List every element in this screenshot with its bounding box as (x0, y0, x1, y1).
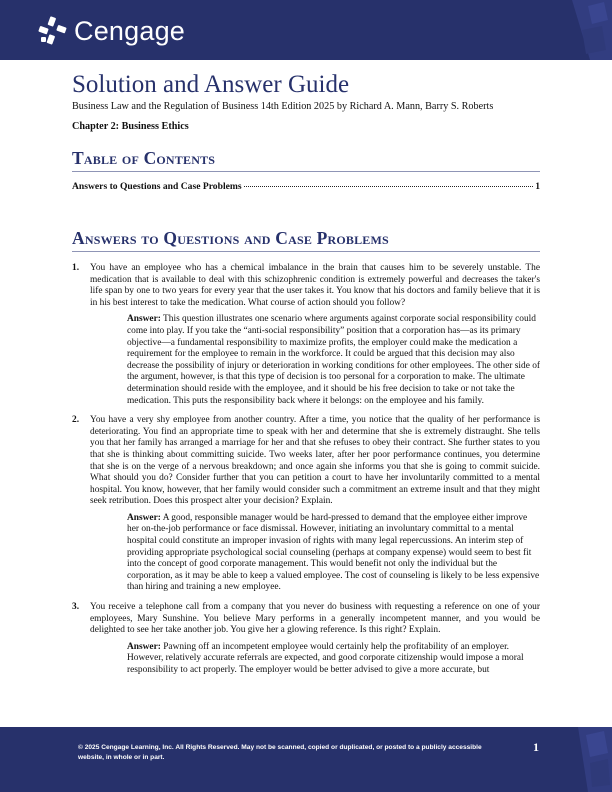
toc-leader-dots (244, 186, 534, 187)
toc-divider (72, 171, 540, 172)
toc-heading: Table of Contents (72, 148, 216, 168)
page-footer (0, 727, 612, 792)
question-number: 2. (72, 415, 80, 426)
answer-label: Answer: (127, 314, 161, 325)
page-content (72, 70, 540, 677)
page-number: 1 (533, 740, 539, 754)
toc-entry[interactable] (72, 181, 540, 192)
copyright-notice: © 2025 Cengage Learning, Inc. All Rights Reserved. May not be scanned, copied or duplicated, or posted to a publicly accessible website, in whole or in part. (78, 744, 482, 761)
cengage-logo-mark-icon (36, 15, 68, 47)
answer-text: Pawning off an incompetent employee would certainly help the profitability of an employer. However, relatively accurate referrals are expected, and good corporate citizenship would impose a moral responsibility to act properly. The employer would be better advised to give a more accurate, but (127, 641, 524, 675)
answer-text: This question illustrates one scenario where arguments against corporate social responsibility could come into play. If you take the “anti-social responsibility” position that a corporation has—as its primary objective—a fundamental responsibility to maximize profits, the employer could make the medication a requirement for the employee to remain in the workforce. It could be argued that this decision may also decrease the possibility of injury or deterioration in working conditions for other employees. The other side of the argument, however, is that this type of decision is too personal for a corporation to make. The ultimate determination should reside with the employee, and it should be his free decision to take or not take the medication. This puts the responsibility back where it belongs: on the employee and his family. (127, 314, 541, 406)
chapter-title: Chapter 2: Business Ethics (72, 121, 189, 132)
answer-block (127, 314, 540, 407)
question-number: 3. (72, 602, 80, 613)
answers-divider (72, 251, 540, 252)
brand-name: Cengage (74, 15, 185, 46)
question-item (72, 415, 540, 508)
document-subtitle: Business Law and the Regulation of Business 14th Edition 2025 by Richard A. Mann, Barry S. Roberts (72, 101, 494, 112)
toc-entry-page: 1 (535, 181, 540, 192)
question-text: You receive a telephone call from a company that you never do business with requesting a reference on one of your employees, Mary Sunshine. You believe Mary performs in a generally incompetent manner, and you would be delighted to see her take another job. You give her a glowing reference. Is this right? Explain. (90, 602, 540, 636)
question-number: 1. (72, 263, 80, 273)
cengage-logo (36, 14, 185, 48)
footer-corner-decoration (568, 727, 612, 792)
question-text: You have a very shy employee from another country. After a time, you notice that the quality of her performance is deteriorating. You find an appropriate time to speak with her and determine that she is extremely distraught. She tells you that her family has arranged a marriage for her and that she refuses to obey their contract. She further states to you that she is thinking about committing suicide. Two weeks later, after her poor performance continues, you determine that she is on the verge of a nervous breakdown; and once again she informs you that she is going to commit suicide. What should you do? Consider further that you can petition a court to have her involuntarily committed to a mental hospital. You know, however, that her family would consider such a commitment an extreme insult and that they might seek retribution. Does this prospect alter your decision? Explain. (90, 415, 540, 507)
page-header (0, 0, 612, 60)
answer-block (127, 642, 540, 677)
document-title: Solution and Answer Guide (72, 71, 350, 98)
header-corner-decoration (552, 0, 612, 60)
answer-block (127, 513, 540, 594)
answer-label: Answer: (127, 641, 161, 652)
question-text: You have an employee who has a chemical imbalance in the brain that causes him to be severely unstable. The medication that is available to deal with this schizophrenic condition is extremely powerful and decreases the taker's life span by one to two years for every year that the user takes it. You know that his doctors and family believe that it is in his best interest to take the medication. What course of action should you follow? (90, 263, 540, 308)
answer-label: Answer: (127, 512, 161, 523)
question-item (72, 263, 540, 309)
toc-entry-label: Answers to Questions and Case Problems (72, 181, 242, 192)
question-item (72, 602, 540, 637)
answer-text: A good, responsible manager would be hard-pressed to demand that the employee either improve her on-the-job performance or face dismissal. However, initiating an involuntary committal to a mental hospital could constitute an improper invasion of rights with many legal repercussions. An interim step of providing appropriate psychological social counseling (perhaps at company expense) would seem to best fit into the concept of good corporate management. This would benefit not only the individual but the corporation, as it may be able to keep a valued employee. The cost of counseling is likely to be less expensive than hiring and training a new employee. (127, 512, 540, 593)
answers-heading: Answers to Questions and Case Problems (72, 228, 389, 248)
